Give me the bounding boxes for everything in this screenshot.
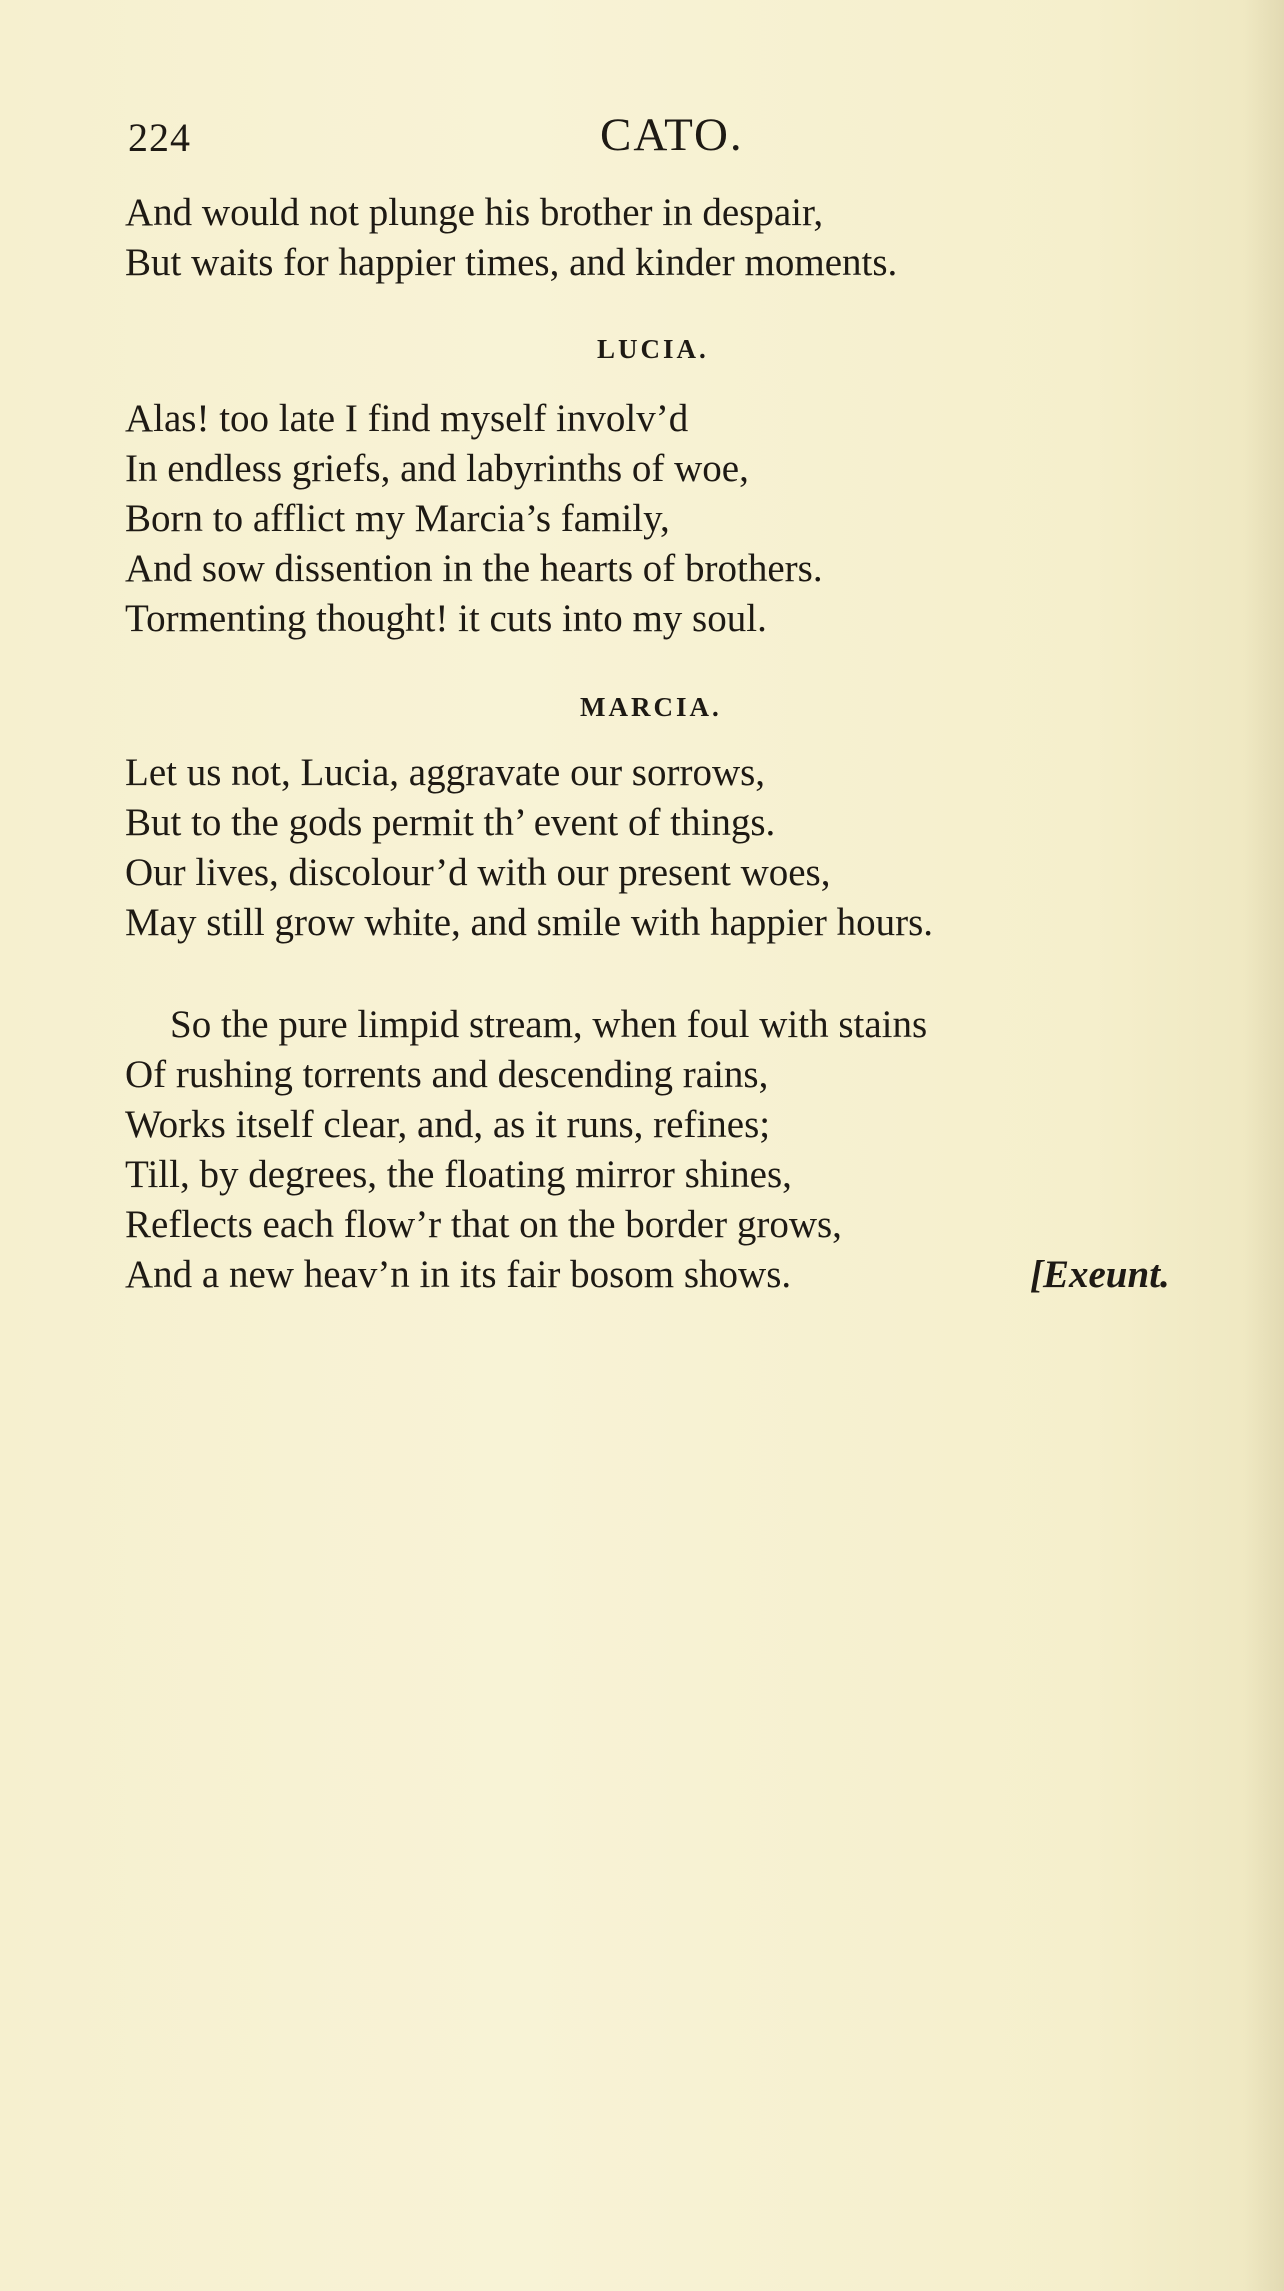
verse-line: And would not plunge his brother in despair, — [125, 191, 824, 234]
verse-line: Born to afflict my Marcia’s family, — [125, 497, 670, 540]
verse-line: Tormenting thought! it cuts into my soul. — [125, 597, 767, 640]
speaker-name-lucia: LUCIA. — [597, 334, 709, 364]
verse-line: Let us not, Lucia, aggravate our sorrows, — [125, 751, 766, 794]
page-header — [128, 108, 1168, 168]
verse-line: Our lives, discolour’d with our present woes, — [125, 851, 831, 894]
verse-line: Reflects each flow’r that on the border grows, — [125, 1203, 842, 1246]
verse-line: But to the gods permit th’ event of things. — [125, 801, 776, 844]
speaker-name-marcia: MARCIA. — [580, 692, 722, 722]
verse-line: Till, by degrees, the floating mirror shines, — [125, 1153, 792, 1196]
verse-line: Of rushing torrents and descending rains, — [125, 1053, 769, 1096]
verse-line: Works itself clear, and, as it runs, refines; — [125, 1103, 771, 1146]
verse-line: But waits for happier times, and kinder moments. — [125, 241, 898, 284]
verse-line: In endless griefs, and labyrinths of woe, — [125, 447, 749, 490]
verse-line: So the pure limpid stream, when foul with stains — [170, 1003, 928, 1046]
verse-line: May still grow white, and smile with happier hours. — [125, 901, 934, 944]
page-number: 224 — [128, 115, 191, 160]
running-title: CATO. — [600, 109, 744, 161]
verse-line: And sow dissention in the hearts of brothers. — [125, 547, 823, 590]
page-edge-shadow — [1244, 0, 1284, 2291]
verse-line: Alas! too late I find myself involv’d — [125, 397, 689, 440]
verse-line: And a new heav’n in its fair bosom shows. — [125, 1253, 792, 1296]
stage-direction: [Exeunt. — [1030, 1253, 1170, 1296]
